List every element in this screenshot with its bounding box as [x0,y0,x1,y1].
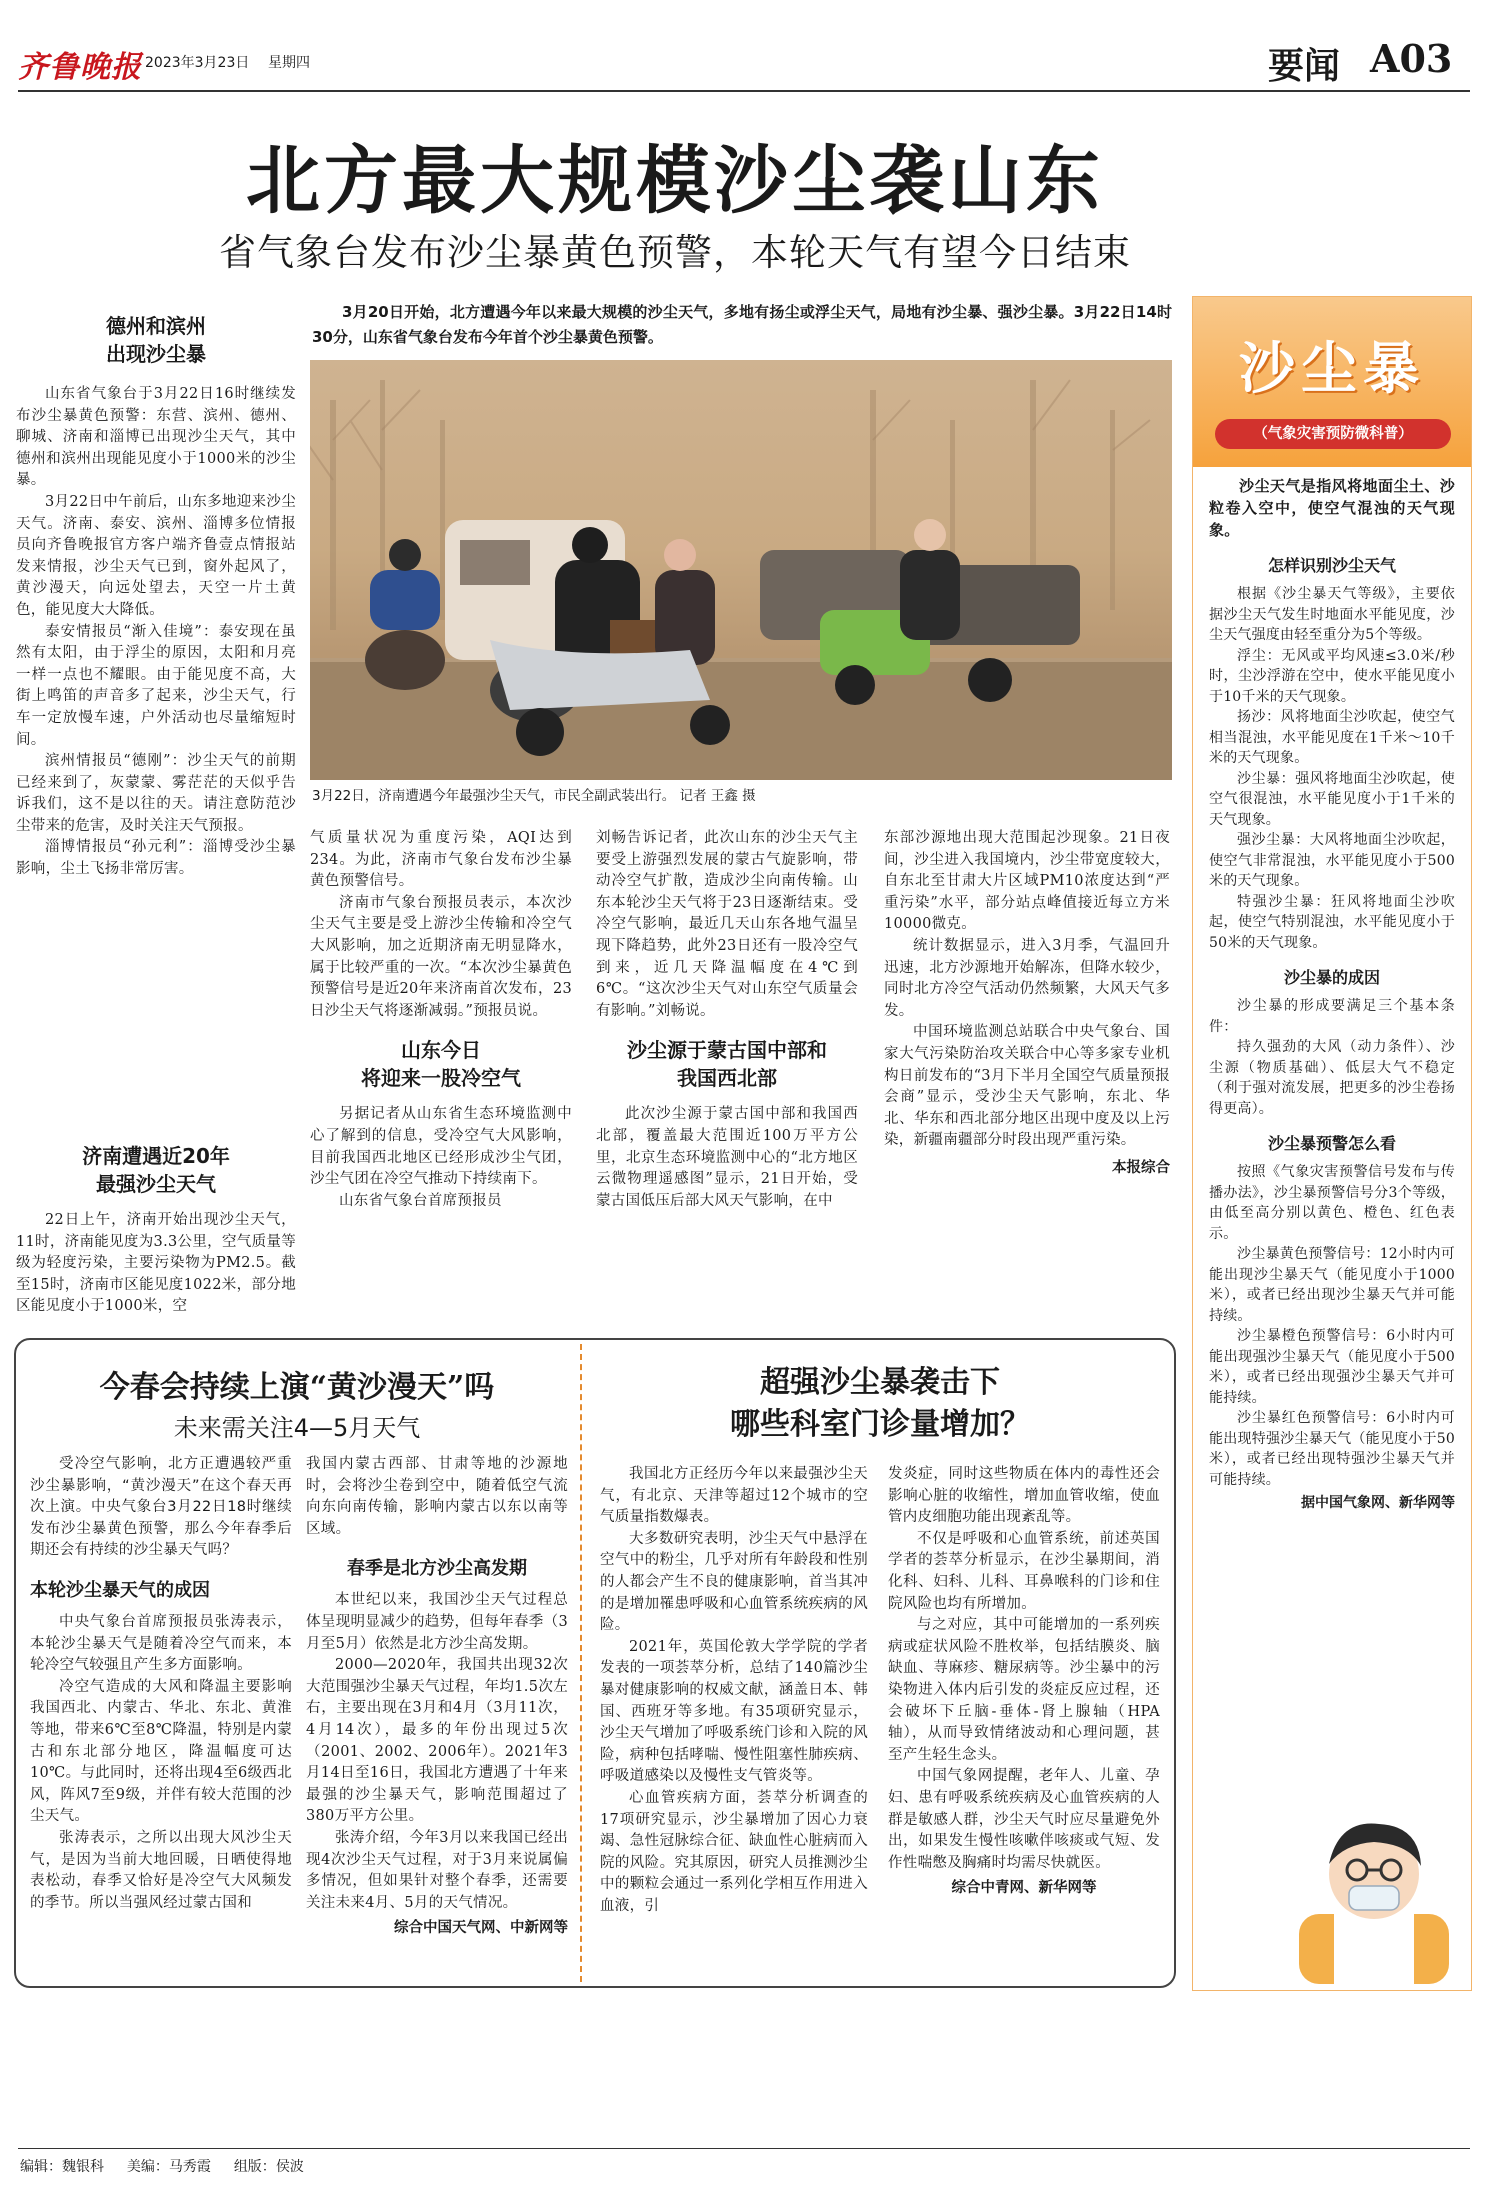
paragraph: 22日上午，济南开始出现沙尘天气，11时，济南能见度为3.3公里，空气质量等级为轻度污染，主要污染物为PM2.5。截至15时，济南市区能见度1022米，部分地区能见度小于1000米，空 [16,1212,296,1315]
paragraph: 2021年，英国伦敦大学学院的学者发表的一项荟萃分析，总结了140篇沙尘暴对健康影响的权威文献，涵盖日本、韩国、西班牙等多地。有35项研究显示，沙尘天气增加了呼吸系统门诊和入院的风险，病种包括哮喘、慢性阻塞性肺疾病、呼吸道感染以及慢性支气管炎等。 [600,1638,868,1785]
paragraph: 泰安情报员“渐入佳境”：泰安现在虽然有太阳，由于浮尘的原因，太阳和月亮一样一点也不耀眼。由于能见度不高，大街上鸣笛的声音多了起来，沙尘天气，行车一定放慢车速，户外活动也尽量缩短时间。 [16,623,296,748]
article2-heading-spring: 春季是北方沙尘高发期 [347,1558,527,1580]
paragraph: 2000—2020年，我国共出现32次大范围强沙尘暴天气过程，年均1.5次左右，主要出现在3月和4月（3月11次，4月14次），最多的年份出现过5次（2001、2002、2006年）。2021年3月14日至16日，我国北方遭遇了十年来最强的沙尘暴天气，影响范围超过了380万平方公里。 [306,1657,568,1825]
footer-rule [18,2148,1470,2149]
title-line: 哪些科室门诊量增加？ [730,1407,1030,1442]
layout-label: 组版： [233,2159,276,2175]
sidebar-source: 据中国气象网、新华网等 [1301,1495,1455,1511]
photo-scene [310,360,1172,780]
issue-weekday: 星期四 [268,55,310,71]
paragraph: 济南市气象台预报员表示，本次沙尘天气主要是受上游沙尘传输和冷空气大风影响，加之近期济南无明显降水，属于比较严重的一次。“本次沙尘暴黄色预警信号是近20年来济南首次发布，23日沙尘天气将逐渐减弱。”预报员说。 [310,894,572,1019]
sidebar-level: 特强沙尘暴：狂风将地面尘沙吹起，使空气特别混浊，水平能见度小于50米的天气现象。 [1209,893,1455,951]
sidebar-panel [1192,296,1472,1991]
paragraph: 发炎症，同时这些物质在体内的毒性还会影响心脏的收缩性，增加血管收缩，使血管内皮细胞功能出现紊乱等。 [888,1466,1160,1526]
news-photo [310,360,1172,780]
paragraph: 不仅是呼吸和心血管系统，前述英国学者的荟萃分析显示，在沙尘暴期间，消化科、妇科、儿科、耳鼻喉科的门诊和住院风险也均有所增加。 [888,1530,1160,1612]
page-footer [20,2156,304,2176]
article2-title: 今春会持续上演“黄沙漫天”吗 [99,1370,495,1405]
photo-caption: 3月22日，济南遭遇今年最强沙尘天气，市民全副武装出行。 记者 王鑫 摄 [312,788,756,804]
cartoon-illustration [1289,1804,1459,1984]
sidebar-level: 沙尘暴：强风将地面尘沙吹起，使空气很混浊，水平能见度小于1千米的天气现象。 [1209,770,1455,828]
heading-line: 我国西北部 [677,1066,777,1091]
sidebar-header [1193,297,1471,467]
heading-line: 德州和滨州 [106,314,206,338]
heading-line: 出现沙尘暴 [106,342,206,366]
paragraph: 张涛表示，之所以出现大风沙尘天气，是因为当前大地回暖，日晒使得地表松动，春季又恰好是冷空气大风频发的季节。所以当强风经过蒙古国和 [30,1829,292,1911]
article2-subtitle: 未来需关注4—5月天气 [173,1414,421,1442]
article-credit: 综合中青网、新华网等 [951,1880,1097,1897]
column-4 [884,828,1170,1177]
sidebar-warning-orange: 沙尘暴橙色预警信号：6小时内可能出现强沙尘暴天气（能见度小于500米），或者已经出现强沙尘暴天气并可能持续。 [1209,1328,1455,1406]
main-headline: 北方最大规模沙尘袭山东 [246,138,1104,224]
left-column-lower [16,1142,296,1318]
paragraph: 张涛介绍，今年3月以来我国已经出现4次沙尘天气过程，对于3月来说属偏多情况，但如果针对整个春季，还需要关注未来4月、5月的天气情况。 [306,1829,568,1911]
paragraph: 中国环境监测总站联合中央气象台、国家大气污染防治攻关联合中心等多家专业机构日前发布的“3月下半月全国空气质量预报会商”显示，受沙尘天气影响，东北、华北、华东和西北部分地区出现中度及以上污染，新疆南疆部分时段出现严重污染。 [884,1024,1170,1149]
newspaper-logo: 齐鲁晚报 [18,50,142,85]
sidebar-heading-warning: 沙尘暴预警怎么看 [1267,1134,1396,1153]
sidebar-heading-identify: 怎样识别沙尘天气 [1267,556,1396,575]
issue-date: 2023年3月23日 [145,55,250,71]
paragraph: 山东省气象台于3月22日16时继续发布沙尘暴黄色预警：东营、滨州、德州、聊城、济南和淄博已出现沙尘天气，其中德州和滨州出现能见度小于1000米的沙尘暴。 [16,386,296,489]
heading-line: 将迎来一股冷空气 [361,1066,521,1091]
article-credit: 本报综合 [1112,1159,1170,1176]
article2-col2 [306,1454,568,1937]
sidebar-paragraph: 根据《沙尘暴天气等级》，主要依据沙尘天气发生时地面水平能见度，沙尘天气强度由轻至重分为5个等级。 [1209,586,1455,643]
sidebar-tag: （气象灾害预防微科普） [1215,419,1451,449]
main-subheadline: 省气象台发布沙尘暴黄色预警，本轮天气有望今日结束 [219,231,1131,274]
section-name: 要闻 [1268,45,1341,87]
paragraph: 冷空气造成的大风和降温主要影响我国西北、内蒙古、华北、东北、黄淮等地，带来6℃至8℃降温，特别是内蒙古和东北部分地区，降温幅度可达10℃。与此同时，还将出现4至6级西北风，阵风7至9级，并伴有较大范围的沙尘天气。 [30,1678,292,1825]
column-2 [310,828,572,1212]
article3-col1 [600,1464,868,1917]
sidebar-warning-red: 沙尘暴红色预警信号：6小时内可能出现特强沙尘暴天气（能见度小于50米），或者已经出现特强沙尘暴天气并可能持续。 [1209,1410,1455,1488]
sidebar-paragraph: 持久强劲的大风（动力条件）、沙尘源（物质基础）、低层大气不稳定（利于强对流发展，把更多的沙尘卷扬得更高）。 [1209,1039,1455,1117]
paragraph: 刘畅告诉记者，此次山东的沙尘天气主要受上游强烈发展的蒙古气旋影响，带动冷空气扩散，造成沙尘向南传输。山东本轮沙尘天气将于23日逐渐结束。受冷空气影响，最近几天山东各地气温呈现下降趋势，此外23日还有一股冷空气到来，近几天降温幅度在4℃到6℃。“这次沙尘天气对山东空气质量会有影响。”刘畅说。 [596,830,858,1019]
paragraph: 滨州情报员“德刚”：沙尘天气的前期已经来到了，灰蒙蒙、雾茫茫的天似乎告诉我们，这不是以往的天。请注意防范沙尘带来的危害，及时关注天气预报。 [16,753,296,834]
paragraph: 心血管疾病方面，荟萃分析调查的17项研究显示，沙尘暴增加了因心力衰竭、急性冠脉综合征、缺血性心脏病而入院的风险。究其原因，研究人员推测沙尘中的颗粒会通过一系列化学相互作用进入血液，引 [600,1789,868,1914]
article-credit: 综合中国天气网、中新网等 [394,1920,568,1937]
heading-line: 济南遭遇近20年 [82,1144,230,1168]
paragraph: 统计数据显示，进入3月季，气温回升迅速，北方沙源地开始解冻，但降水较少，同时北方冷空气活动仍然频繁，大风天气多发。 [884,937,1170,1019]
sidebar-paragraph: 沙尘暴的形成要满足三个基本条件： [1209,998,1455,1035]
sidebar-title: 沙尘暴 [1239,337,1425,402]
paragraph: 3月22日中午前后，山东多地迎来沙尘天气。济南、泰安、滨州、淄博多位情报员向齐鲁晚报官方客户端齐鲁壹点情报站发来情报，沙尘天气已到，窗外起风了，黄沙漫天，向远处望去，天空一片土黄色，能见度大大降低。 [16,493,296,618]
sidebar-body [1193,467,1471,1512]
sidebar-level: 强沙尘暴：大风将地面尘沙吹起，使空气非常混浊，水平能见度小于500米的天气现象。 [1209,832,1455,889]
masthead-rule [18,90,1470,92]
paragraph: 东部沙源地出现大范围起沙现象。21日夜间，沙尘进入我国境内，沙尘带宽度较大，自东北至甘肃大片区域PM10浓度达到“严重污染”水平，部分站点峰值接近每立方米10000微克。 [884,830,1170,933]
article3-col2 [888,1464,1160,1897]
paragraph: 另据记者从山东省生态环境监测中心了解到的信息，受冷空气大风影响，目前我国西北地区已经形成沙尘气团，沙尘气团在冷空气推动下持续南下。 [310,1106,572,1188]
paragraph: 此次沙尘源于蒙古国中部和我国西北部，覆盖最大范围近100万平方公里，北京生态环境监测中心的“北方地区云微物理遥感图”显示，21日开始，受蒙古国低压后部大风天气影响，在中 [596,1106,858,1209]
section-heading-dezhou [16,312,296,368]
layout-name: 侯波 [275,2159,304,2175]
section-heading-jinan [16,1142,296,1198]
column-3 [596,828,858,1212]
heading-line: 山东今日 [401,1038,481,1063]
article2-col1 [30,1454,292,1914]
masthead [0,0,1488,92]
article2-intro: 受冷空气影响，北方正遭遇较严重沙尘暴影响，“黄沙漫天”在这个春天再次上演。中央气象台3月22日18时继续发布沙尘暴黄色预警，那么今年春季后期还会有持续的沙尘暴天气吗？ [30,1456,292,1559]
sidebar-level: 扬沙：风将地面尘沙吹起，使空气相当混浊，水平能见度在1千米～10千米的天气现象。 [1209,709,1455,766]
sidebar-warning-yellow: 沙尘暴黄色预警信号：12小时内可能出现沙尘暴天气（能见度小于1000米），或者已经出现沙尘暴天气并可能持续。 [1209,1246,1455,1324]
sidebar-paragraph: 按照《气象灾害预警信号发布与传播办法》，沙尘暴预警信号分3个等级，由低至高分别以黄色、橙色、红色表示。 [1209,1164,1455,1242]
paragraph: 与之对应，其中可能增加的一系列疾病或症状风险不胜枚举，包括结膜炎、脑缺血、荨麻疹、糖尿病等。沙尘暴中的污染物进入体内后引发的炎症反应过程，还会破坏下丘脑-垂体-肾上腺轴（HPA轴），从而导致情绪波动和心理问题，甚至产生轻生念头。 [888,1617,1160,1763]
paragraph: 中央气象台首席预报员张涛表示，本轮沙尘暴天气是随着冷空气而来，本轮冷空气较强且产生多方面影响。 [30,1613,292,1674]
sidebar-intro: 沙尘天气是指风将地面尘土、沙粒卷入空中，使空气混浊的天气现象。 [1209,477,1455,539]
heading-line: 沙尘源于蒙古国中部和 [627,1038,827,1063]
left-column [16,312,296,881]
photo-lead: 3月20日开始，北方遭遇今年以来最大规模的沙尘天气，多地有扬尘或浮尘天气，局地有沙尘暴、强沙尘暴。3月22日14时30分，山东省气象台发布今年首个沙尘暴黄色预警。 [312,303,1172,346]
lower-box-divider [580,1344,582,1982]
section-heading-cold-air [310,1036,572,1092]
paragraph: 我国内蒙古西部、甘肃等地的沙源地时，会将沙尘卷到空中，随着低空气流向东向南传输，影响内蒙古以东以南等区域。 [306,1456,568,1537]
paragraph: 大多数研究表明，沙尘天气中悬浮在空气中的粉尘，几乎对所有年龄段和性别的人都会产生不良的健康影响，首当其冲的是增加罹患呼吸和心血管系统疾病的风险。 [600,1530,868,1634]
sidebar-level: 浮尘：无风或平均风速≤3.0米/秒时，尘沙浮游在空中，使水平能见度小于10千米的天气现象。 [1209,647,1455,705]
paragraph: 气质量状况为重度污染，AQI达到234。为此，济南市气象台发布沙尘暴黄色预警信号。 [310,830,572,890]
art-editor-name: 马秀霞 [168,2159,211,2175]
paragraph: 中国气象网提醒，老年人、儿童、孕妇、患有呼吸系统疾病及心血管疾病的人群是敏感人群，沙尘天气时应尽量避免外出，如果发生慢性咳嗽伴咳痰或气短、发作性喘憋及胸痛时均需尽快就医。 [888,1768,1160,1871]
paragraph: 山东省气象台首席预报员 [339,1192,502,1209]
article2-heading-cause: 本轮沙尘暴天气的成因 [30,1579,210,1601]
editor-label: 编辑： [20,2159,62,2175]
paragraph: 本世纪以来，我国沙尘天气过程总体呈现明显减少的趋势，但每年春季（3月至5月）依然是北方沙尘高发期。 [306,1592,568,1652]
paragraph: 我国北方正经历今年以来最强沙尘天气，有北京、天津等超过12个城市的空气质量指数爆表。 [600,1466,868,1526]
editor-name: 魏银科 [62,2159,104,2175]
title-line: 超强沙尘暴袭击下 [760,1365,1000,1400]
heading-line: 最强沙尘天气 [96,1172,216,1196]
art-editor-label: 美编： [126,2159,169,2175]
paragraph: 淄博情报员“孙元利”：淄博受沙尘暴影响，尘土飞扬非常厉害。 [16,839,296,878]
section-heading-source [596,1036,858,1092]
article3-title [600,1362,1160,1446]
page-number: A03 [1370,36,1453,81]
sidebar-heading-cause: 沙尘暴的成因 [1283,968,1380,987]
